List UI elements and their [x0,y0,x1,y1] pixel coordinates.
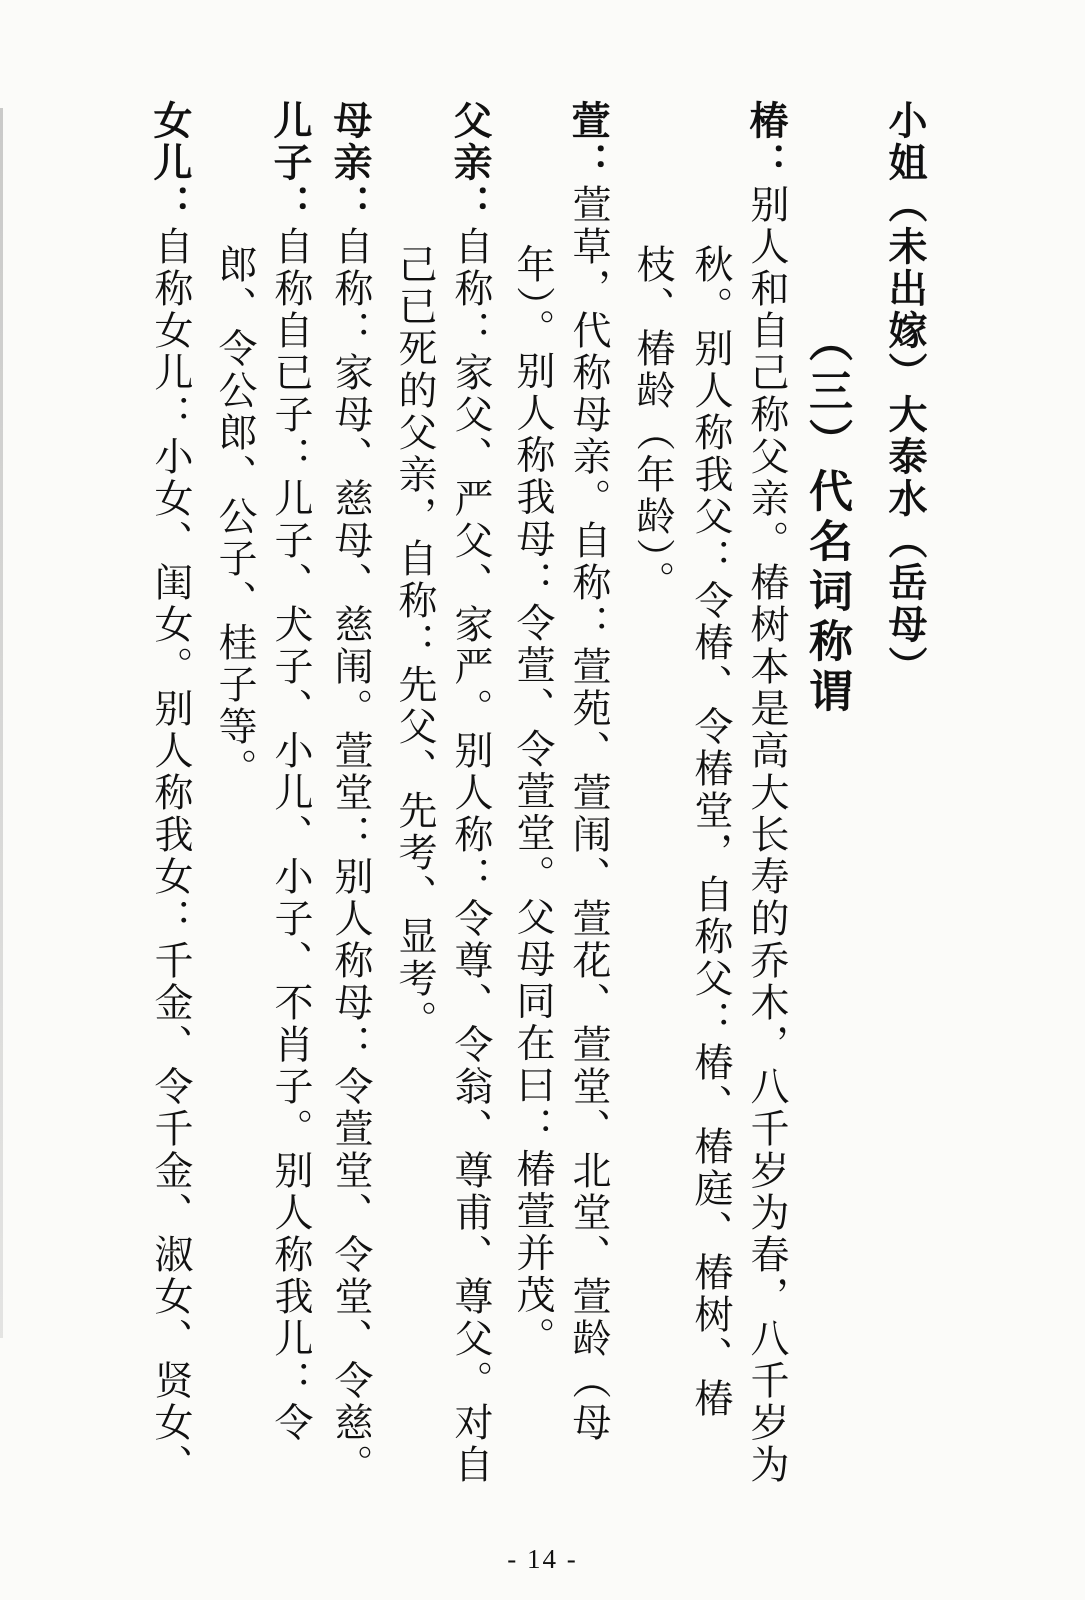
text-column-5 [628,244,676,603]
column-text: 小姐（未出嫁）大泰水（岳母） [882,100,927,688]
entry-text: 自称：家母、慈母、慈闱。萱堂：别人称母：令萱堂、令堂、令慈。 [328,226,373,1486]
entry-text: 别人和自己称父亲。椿树本是高大长寿的乔木，八千岁为春，八千岁为 [744,184,789,1486]
entry-text: 己已死的父亲，自称：先父、先考、显考。 [392,244,437,1042]
text-column-6 [564,100,612,1444]
entry-term-muqin: 母亲： [327,100,373,226]
text-column-4 [686,244,734,1420]
text-column-12 [210,244,258,790]
text-column-7 [508,244,556,1359]
entry-text: 萱草，代称母亲。自称：萱苑、萱闱、萱花、萱堂、北堂、萱龄（母 [566,184,611,1444]
entry-term-fuqin: 父亲： [447,100,493,226]
scan-edge-mark [0,108,3,1338]
text-column-13 [146,100,194,1486]
entry-term-chun: 椿： [743,100,789,184]
text-column-11 [266,100,314,1444]
entry-term-xuan: 萱： [565,100,611,184]
entry-term-nver: 女儿： [147,100,193,226]
text-column-9 [390,244,438,1042]
text-column-3 [742,100,790,1486]
entry-text: 枝、椿龄（年龄）。 [630,244,675,603]
text-column-8 [446,100,494,1486]
text-column-10 [326,100,374,1486]
entry-text: 秋。别人称我父：令椿、令椿堂，自称父：椿、椿庭、椿树、椿 [688,244,733,1420]
section-title [800,318,852,718]
entry-text: 郎、令公郎、公子、桂子等。 [212,244,257,790]
entry-text: 年）。别人称我母：令萱、令萱堂。父母同在曰：椿萱并茂。 [510,244,555,1359]
entry-text: 自称女儿：小女、闺女。别人称我女：千金、令千金、淑女、贤女、 [148,226,193,1486]
section-title-text: （三）代名词称谓 [801,318,852,718]
entry-text: 自称自已子：儿子、犬子、小儿、小子、不肖子。别人称我儿：令 [268,226,313,1444]
text-column-1 [880,100,928,688]
page-number: - 14 - [507,1544,578,1574]
entry-text: 自称：家父、严父、家严。别人称：令尊、令翁、尊甫、尊父。对自 [448,226,493,1486]
entry-term-erzi: 儿子： [267,100,313,226]
